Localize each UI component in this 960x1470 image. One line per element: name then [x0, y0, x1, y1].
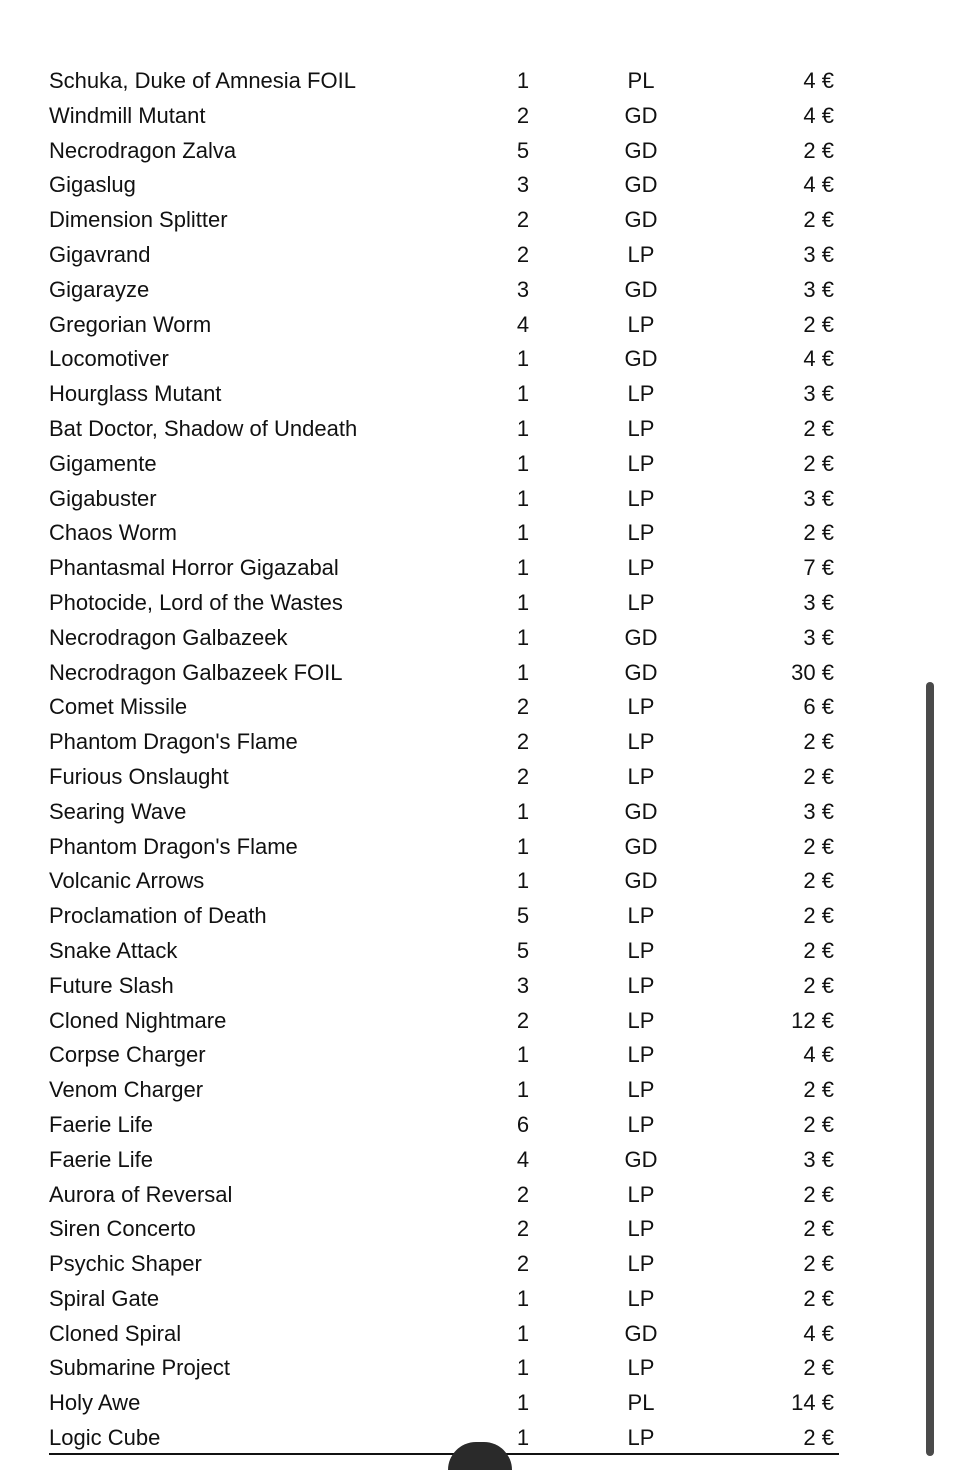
condition: LP [627, 381, 655, 407]
price: 4 € [803, 102, 834, 128]
card-price-table [0, 64, 960, 1456]
table-row [0, 690, 960, 725]
price: 2 € [803, 972, 834, 998]
condition: LP [627, 589, 655, 615]
quantity: 1 [516, 450, 530, 476]
condition: GD [624, 102, 658, 128]
price: 2 € [803, 729, 834, 755]
table-row [0, 1212, 960, 1247]
price: 4 € [803, 68, 834, 93]
quantity: 2 [516, 694, 530, 720]
condition: GD [624, 207, 658, 233]
quantity: 1 [516, 659, 530, 685]
price: 2 € [803, 1285, 834, 1311]
price: 2 € [803, 763, 834, 789]
card-name: Faerie Life [49, 1146, 153, 1172]
quantity: 4 [516, 311, 530, 337]
card-name: Corpse Charger [49, 1042, 206, 1068]
condition: LP [627, 1285, 655, 1311]
card-name: Chaos Worm [49, 520, 177, 546]
table-row [0, 1004, 960, 1039]
quantity: 2 [516, 207, 530, 233]
quantity: 1 [516, 346, 530, 372]
quantity: 4 [516, 1146, 530, 1172]
card-name: Venom Charger [49, 1077, 204, 1103]
table-row [0, 1178, 960, 1213]
quantity: 2 [516, 1216, 530, 1242]
price: 3 € [803, 241, 834, 267]
quantity: 3 [516, 972, 530, 998]
table-row [0, 342, 960, 377]
condition: GD [624, 346, 658, 372]
quantity: 1 [516, 798, 530, 824]
price: 2 € [803, 1425, 834, 1451]
quantity: 1 [516, 1285, 530, 1311]
condition: GD [624, 1320, 658, 1346]
table-row [0, 760, 960, 795]
condition: LP [627, 1111, 655, 1137]
table-row [0, 447, 960, 482]
price: 4 € [803, 1042, 834, 1068]
quantity: 1 [516, 1355, 530, 1381]
card-name: Schuka, Duke of Amnesia FOIL [49, 68, 356, 93]
quantity: 6 [516, 1111, 530, 1137]
table-row [0, 1282, 960, 1317]
quantity: 2 [516, 241, 530, 267]
price: 2 € [803, 903, 834, 929]
quantity: 1 [516, 1042, 530, 1068]
table-row [0, 586, 960, 621]
quantity: 2 [516, 763, 530, 789]
card-name: Necrodragon Zalva [49, 137, 237, 163]
table-row [0, 621, 960, 656]
price: 2 € [803, 1251, 834, 1277]
price: 3 € [803, 485, 834, 511]
card-name: Gigaslug [49, 172, 136, 198]
table-row [0, 1317, 960, 1352]
card-name: Bat Doctor, Shadow of Undeath [49, 415, 358, 441]
condition: LP [627, 1077, 655, 1103]
condition: LP [627, 1355, 655, 1381]
card-name: Furious Onslaught [49, 763, 229, 789]
table-row [0, 482, 960, 517]
table-row [0, 1073, 960, 1108]
card-name: Logic Cube [49, 1425, 161, 1451]
quantity: 1 [516, 381, 530, 407]
quantity: 1 [516, 1425, 530, 1451]
card-name: Gigabuster [49, 485, 157, 511]
quantity: 1 [516, 415, 530, 441]
quantity: 5 [516, 903, 530, 929]
condition: LP [627, 311, 655, 337]
table-row [0, 203, 960, 238]
condition: LP [627, 1251, 655, 1277]
table-row [0, 1108, 960, 1143]
price: 3 € [803, 798, 834, 824]
quantity: 1 [516, 833, 530, 859]
price: 7 € [803, 555, 834, 581]
condition: LP [627, 450, 655, 476]
card-name: Cloned Spiral [49, 1320, 182, 1346]
card-name: Volcanic Arrows [49, 868, 205, 894]
condition: GD [624, 276, 658, 302]
condition: GD [624, 659, 658, 685]
quantity: 5 [516, 937, 530, 963]
quantity: 1 [516, 1077, 530, 1103]
price: 14 € [791, 1390, 834, 1416]
table-row [0, 238, 960, 273]
table-row [0, 1247, 960, 1282]
table-row [0, 969, 960, 1004]
price: 2 € [803, 311, 834, 337]
price: 3 € [803, 381, 834, 407]
card-name: Necrodragon Galbazeek [49, 624, 288, 650]
table-row [0, 99, 960, 134]
card-name: Proclamation of Death [49, 903, 267, 929]
price: 4 € [803, 172, 834, 198]
condition: LP [627, 1007, 655, 1033]
condition: PL [627, 68, 655, 93]
quantity: 3 [516, 276, 530, 302]
quantity: 2 [516, 1251, 530, 1277]
condition: GD [624, 833, 658, 859]
table-row [0, 1386, 960, 1421]
price: 4 € [803, 1320, 834, 1346]
price: 2 € [803, 1077, 834, 1103]
card-name: Phantom Dragon's Flame [49, 729, 298, 755]
table-row [0, 1351, 960, 1386]
price: 2 € [803, 1216, 834, 1242]
card-name: Siren Concerto [49, 1216, 196, 1242]
card-name: Gregorian Worm [49, 311, 212, 337]
price: 2 € [803, 137, 834, 163]
card-name: Faerie Life [49, 1111, 153, 1137]
card-name: Holy Awe [49, 1390, 141, 1416]
price: 2 € [803, 520, 834, 546]
condition: LP [627, 694, 655, 720]
row-divider [49, 1453, 839, 1455]
card-name: Submarine Project [49, 1355, 230, 1381]
card-name: Comet Missile [49, 694, 188, 720]
card-name: Locomotiver [49, 346, 169, 372]
quantity: 1 [516, 589, 530, 615]
card-name: Future Slash [49, 972, 174, 998]
quantity: 2 [516, 1007, 530, 1033]
condition: GD [624, 624, 658, 650]
quantity: 2 [516, 729, 530, 755]
card-name: Dimension Splitter [49, 207, 228, 233]
quantity: 2 [516, 1181, 530, 1207]
quantity: 1 [516, 485, 530, 511]
table-row [0, 830, 960, 865]
price: 3 € [803, 1146, 834, 1172]
price: 2 € [803, 1111, 834, 1137]
price: 30 € [791, 659, 834, 685]
price: 2 € [803, 450, 834, 476]
table-row [0, 934, 960, 969]
table-row [0, 64, 960, 99]
condition: LP [627, 1425, 655, 1451]
price: 2 € [803, 1181, 834, 1207]
quantity: 5 [516, 137, 530, 163]
price: 2 € [803, 207, 834, 233]
card-name: Gigarayze [49, 276, 150, 302]
card-name: Searing Wave [49, 798, 187, 824]
condition: LP [627, 555, 655, 581]
condition: LP [627, 903, 655, 929]
price: 2 € [803, 833, 834, 859]
quantity: 1 [516, 868, 530, 894]
condition: GD [624, 798, 658, 824]
condition: LP [627, 763, 655, 789]
card-name: Photocide, Lord of the Wastes [49, 589, 343, 615]
card-name: Spiral Gate [49, 1285, 160, 1311]
table-row [0, 377, 960, 412]
quantity: 1 [516, 624, 530, 650]
condition: LP [627, 485, 655, 511]
quantity: 1 [516, 1320, 530, 1346]
price: 6 € [803, 694, 834, 720]
condition: LP [627, 729, 655, 755]
table-row [0, 1143, 960, 1178]
table-row [0, 656, 960, 691]
table-row [0, 516, 960, 551]
condition: LP [627, 1216, 655, 1242]
condition: GD [624, 1146, 658, 1172]
card-name: Phantom Dragon's Flame [49, 833, 298, 859]
condition: GD [624, 868, 658, 894]
price: 2 € [803, 937, 834, 963]
price: 2 € [803, 1355, 834, 1381]
vertical-scrollbar[interactable] [926, 682, 934, 1456]
condition: LP [627, 1181, 655, 1207]
price: 12 € [791, 1007, 834, 1033]
table-row [0, 412, 960, 447]
condition: LP [627, 937, 655, 963]
table-row [0, 795, 960, 830]
quantity: 1 [516, 555, 530, 581]
condition: LP [627, 520, 655, 546]
table-row [0, 899, 960, 934]
price: 3 € [803, 624, 834, 650]
table-row [0, 308, 960, 343]
price: 3 € [803, 276, 834, 302]
quantity: 1 [516, 1390, 530, 1416]
quantity: 3 [516, 172, 530, 198]
price: 3 € [803, 589, 834, 615]
quantity: 2 [516, 102, 530, 128]
condition: LP [627, 241, 655, 267]
table-row [0, 273, 960, 308]
table-row [0, 168, 960, 203]
card-name: Windmill Mutant [49, 102, 206, 128]
price: 2 € [803, 868, 834, 894]
card-name: Snake Attack [49, 937, 178, 963]
card-name: Cloned Nightmare [49, 1007, 227, 1033]
condition: LP [627, 415, 655, 441]
condition: LP [627, 1042, 655, 1068]
card-name: Psychic Shaper [49, 1251, 202, 1277]
table-row [0, 864, 960, 899]
condition: LP [627, 972, 655, 998]
price: 4 € [803, 346, 834, 372]
quantity: 1 [516, 520, 530, 546]
condition: GD [624, 172, 658, 198]
card-name: Gigamente [49, 450, 157, 476]
quantity: 1 [516, 68, 530, 93]
card-name: Necrodragon Galbazeek FOIL [49, 659, 343, 685]
table-row [0, 551, 960, 586]
condition: PL [627, 1390, 655, 1416]
card-name: Aurora of Reversal [49, 1181, 233, 1207]
table-row [0, 1038, 960, 1073]
price: 2 € [803, 415, 834, 441]
card-name: Gigavrand [49, 241, 151, 267]
card-name: Hourglass Mutant [49, 381, 222, 407]
table-row [0, 134, 960, 169]
table-row [0, 725, 960, 760]
card-name: Phantasmal Horror Gigazabal [49, 555, 339, 581]
condition: GD [624, 137, 658, 163]
